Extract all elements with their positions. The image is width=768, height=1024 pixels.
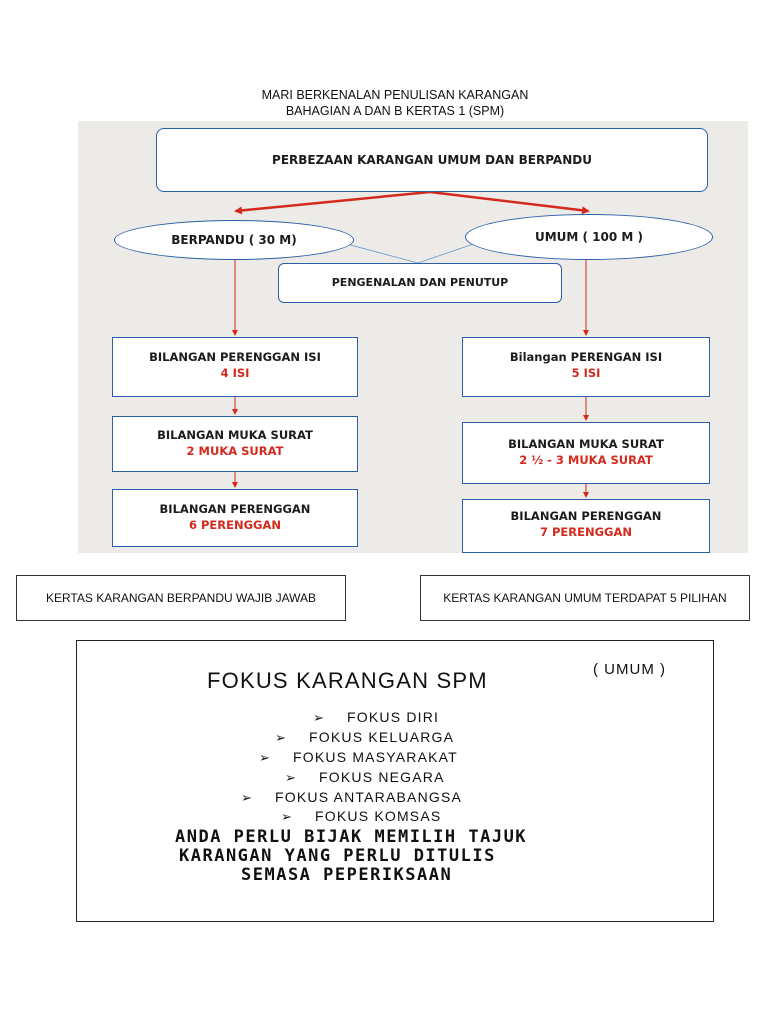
berpandu-note: KERTAS KARANGAN BERPANDU WAJIB JAWAB — [16, 575, 346, 621]
berpandu-page-count-box — [112, 416, 358, 472]
umum-note: KERTAS KARANGAN UMUM TERDAPAT 5 PILIHAN — [420, 575, 750, 621]
focus-item — [313, 709, 439, 726]
arrowhead-bullet-icon: ➢ — [313, 710, 326, 725]
berpandu-ellipse: BERPANDU ( 30 M) — [114, 220, 354, 260]
focus-item-label: FOKUS KOMSAS — [315, 808, 442, 824]
stat-label: Bilangan PERENGAN ISI — [509, 350, 663, 364]
stat-value: 5 ISI — [571, 366, 601, 380]
stat-label: BILANGAN MUKA SURAT — [157, 428, 313, 442]
main-title-box: PERBEZAAN KARANGAN UMUM DAN BERPANDU — [156, 128, 708, 192]
stat-value: 6 PERENGGAN — [188, 518, 282, 532]
focus-item — [275, 729, 454, 746]
arrow-to-berpandu — [236, 192, 430, 211]
focus-item — [281, 808, 441, 825]
advice-line: SEMASA PEPERIKSAAN — [241, 865, 453, 885]
arrowhead-bullet-icon: ➢ — [241, 790, 254, 805]
focus-item-label: FOKUS MASYARAKAT — [293, 749, 458, 765]
arrowhead-bullet-icon: ➢ — [259, 750, 272, 765]
stat-value: 2 MUKA SURAT — [186, 444, 284, 458]
stat-value: 4 ISI — [220, 366, 250, 380]
stat-label: BILANGAN PERENGGAN ISI — [149, 350, 321, 364]
focus-subtitle: ( UMUM ) — [593, 661, 666, 678]
focus-title: FOKUS KARANGAN SPM — [207, 668, 488, 693]
intro-conclusion-box: PENGENALAN DAN PENUTUP — [278, 263, 562, 303]
berpandu-paragraph-count-box — [112, 489, 358, 547]
umum-paragraph-content-box — [462, 337, 710, 397]
focus-item — [285, 769, 445, 786]
stat-label: BILANGAN PERENGGAN — [510, 509, 662, 523]
arrowhead-bullet-icon: ➢ — [285, 770, 298, 785]
arrowhead-bullet-icon: ➢ — [281, 809, 294, 824]
page-title-line-2: BAHAGIAN A DAN B KERTAS 1 (SPM) — [285, 104, 505, 118]
focus-item-label: FOKUS ANTARABANGSA — [275, 789, 463, 805]
berpandu-paragraph-content-box — [112, 337, 358, 397]
advice-line: KARANGAN YANG PERLU DITULIS — [179, 846, 496, 866]
focus-section — [76, 640, 714, 922]
page-title-line-1: MARI BERKENALAN PENULISAN KARANGAN — [261, 88, 529, 102]
focus-item-label: FOKUS KELUARGA — [309, 729, 455, 745]
focus-item — [259, 749, 458, 766]
umum-ellipse: UMUM ( 100 M ) — [465, 214, 713, 260]
arrow-to-umum — [430, 192, 588, 211]
focus-item-label: FOKUS DIRI — [347, 709, 440, 725]
arrowhead-bullet-icon: ➢ — [275, 730, 288, 745]
stat-label: BILANGAN MUKA SURAT — [508, 437, 664, 451]
stat-value: 7 PERENGGAN — [539, 525, 633, 539]
umum-paragraph-count-box — [462, 499, 710, 553]
umum-page-count-box — [462, 422, 710, 484]
focus-item — [241, 789, 462, 806]
advice-line: ANDA PERLU BIJAK MEMILIH TAJUK — [175, 827, 528, 847]
comparison-diagram — [78, 121, 748, 553]
stat-label: BILANGAN PERENGGAN — [159, 502, 311, 516]
stat-value: 2 ½ - 3 MUKA SURAT — [519, 453, 653, 467]
focus-item-label: FOKUS NEGARA — [319, 769, 445, 785]
